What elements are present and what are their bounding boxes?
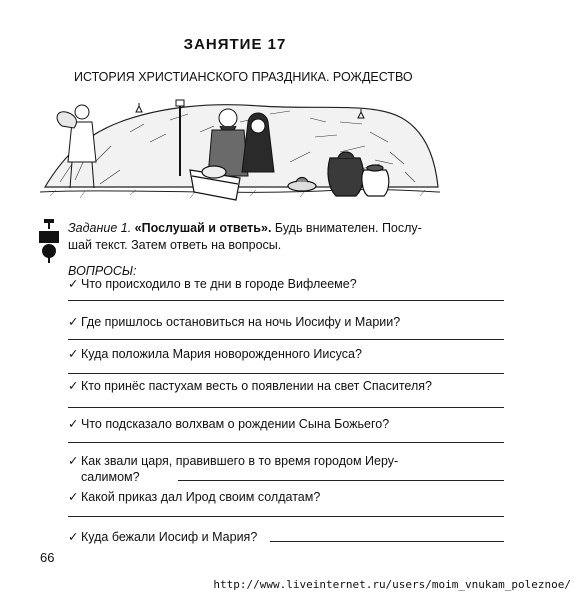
task-text-1: Будь внимателен. Послу- xyxy=(271,221,422,235)
answer-line[interactable] xyxy=(68,339,504,340)
question-4 xyxy=(68,378,432,394)
watermark-url[interactable]: http://www.liveinternet.ru/users/moim_vnukam_poleznoe/ xyxy=(213,578,571,591)
check-icon: ✓ xyxy=(68,315,79,329)
nativity-illustration xyxy=(40,92,440,214)
answer-line[interactable] xyxy=(270,541,504,542)
check-icon: ✓ xyxy=(68,277,79,291)
lesson-title: ЗАНЯТИЕ 17 xyxy=(183,36,287,53)
check-icon: ✓ xyxy=(68,379,79,393)
question-2 xyxy=(68,314,400,330)
lesson-subtitle: ИСТОРИЯ ХРИСТИАНСКОГО ПРАЗДНИКА. РОЖДЕСТВО xyxy=(74,70,413,84)
answer-line[interactable] xyxy=(68,442,504,443)
question-text: Куда положила Мария новорожденного Иисуса? xyxy=(81,347,362,361)
page-number: 66 xyxy=(40,550,55,565)
question-text: Какой приказ дал Ирод своим солдатам? xyxy=(81,490,321,504)
task-number: Задание 1. xyxy=(68,221,132,235)
task-name: «Послушай и ответь». xyxy=(134,221,272,235)
check-icon: ✓ xyxy=(68,417,79,431)
question-1 xyxy=(68,276,357,292)
question-text: Где пришлось остановиться на ночь Иосифу и Марии? xyxy=(81,315,401,329)
question-text: Как звали царя, правившего в то время городом Иеру- xyxy=(81,454,399,468)
answer-line[interactable] xyxy=(68,373,504,374)
answer-line[interactable] xyxy=(68,407,504,408)
question-text: Что происходило в те дни в городе Вифлееме? xyxy=(81,277,357,291)
question-text-continued: салимом? xyxy=(81,470,140,484)
answer-line[interactable] xyxy=(178,480,504,481)
listen-icon xyxy=(38,219,60,265)
task-text-2: шай текст. Затем ответь на вопросы. xyxy=(68,238,282,252)
check-icon: ✓ xyxy=(68,347,79,361)
question-5 xyxy=(68,416,389,432)
questions-heading: ВОПРОСЫ: xyxy=(68,264,137,278)
answer-line[interactable] xyxy=(68,300,504,301)
check-icon: ✓ xyxy=(68,530,79,544)
question-3 xyxy=(68,346,362,362)
question-8 xyxy=(68,529,257,545)
check-icon: ✓ xyxy=(68,454,79,468)
question-text: Куда бежали Иосиф и Мария? xyxy=(81,530,258,544)
task-instruction xyxy=(68,220,508,254)
question-7 xyxy=(68,489,320,505)
check-icon: ✓ xyxy=(68,490,79,504)
answer-line[interactable] xyxy=(68,516,504,517)
question-text: Что подсказало волхвам о рождении Сына Божьего? xyxy=(81,417,390,431)
question-text: Кто принёс пастухам весть о появлении на свет Спасителя? xyxy=(81,379,432,393)
